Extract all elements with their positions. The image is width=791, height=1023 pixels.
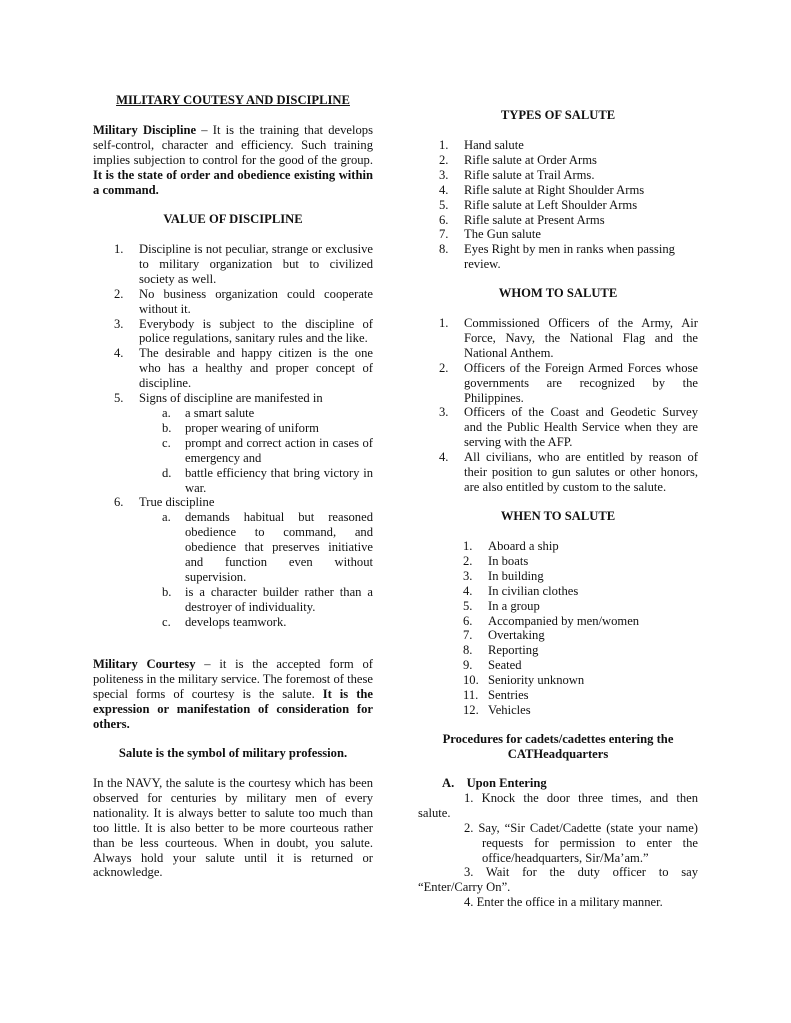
types-of-salute-heading: TYPES OF SALUTE [500, 108, 616, 122]
list-item: 4. Rifle salute at Right Shoulder Arms [439, 182, 645, 197]
true-discipline-list [139, 510, 373, 629]
military-discipline-text: – It is the training that develops self-control, character and efficiency. Such training implies subjection to control for the good of the group. [93, 123, 373, 167]
procedure-step: 3. Wait for the duty officer to say “Enter/Carry On”. [418, 865, 698, 895]
list-item: 9. Seated [463, 658, 522, 673]
salute-symbol-heading: Salute is the symbol of military profession. [118, 746, 348, 760]
list-item: 1. Aboard a ship [463, 539, 559, 553]
procedure-step: 1. Knock the door three times, and then salute. [418, 790, 698, 820]
list-item: 3. In building [463, 568, 544, 583]
list-item: 8. Reporting [463, 643, 539, 658]
list-item: 2. No business organization could cooperate without it. [114, 286, 373, 316]
list-item: 5. In a group [463, 598, 540, 613]
list-item: 2. Officers of the Foreign Armed Forces whose governments are recognized by the Philippines. [439, 360, 698, 405]
list-item: 3. Rifle salute at Trail Arms. [439, 167, 595, 182]
when-to-salute-list [418, 539, 698, 718]
list-item: 2. Rifle salute at Order Arms [439, 152, 597, 167]
list-item: 10. Seniority unknown [463, 673, 585, 688]
list-item: 4. In civilian clothes [463, 583, 579, 598]
list-item: c. develops teamwork. [162, 614, 287, 629]
military-courtesy-paragraph [93, 657, 373, 732]
list-item: 6. Rifle salute at Present Arms [439, 212, 605, 227]
list-item: 3. Officers of the Coast and Geodetic Survey and the Public Health Service when they are serving with the AFP. [439, 405, 698, 450]
list-item: 4. The desirable and happy citizen is the one who has a healthy and proper concept of discipline. [114, 346, 373, 391]
list-item: 5. Rifle salute at Left Shoulder Arms [439, 197, 638, 212]
list-item: a. a smart salute [162, 405, 255, 420]
list-item: 12. Vehicles [463, 702, 531, 717]
list-item: 1. Discipline is not peculiar, strange or exclusive to military organization but to civilized society as well. [114, 242, 373, 286]
types-of-salute-list [418, 138, 698, 272]
list-item: 11. Sentries [463, 688, 529, 703]
list-item: 6. True discipline a. demands habitual but reasoned obedience to command, and obedience that preserves initiative and function even without supervision. b. is a character builder rather than a destroyer of individuality. c. develops teamwork. [114, 495, 373, 629]
navy-paragraph: In the NAVY, the salute is the courtesy which has been observed for centuries by military men of every nationality. It is always better to salute too much than too little. It is also better to be more courteous rather than be less courteous. When in doubt, you salute. Always hold your salute until it is returned or acknowledge. [93, 776, 373, 880]
list-item: 4. All civilians, who are entitled by reason of their position to gun salutes or other honors, are also entitled by custom to the salute. [439, 450, 698, 494]
list-item: 8. Eyes Right by men in ranks when passing review. [439, 242, 675, 272]
procedure-step: 4. Enter the office in a military manner. [464, 895, 663, 910]
list-item: 5. Signs of discipline are manifested in a. a smart salute b. proper wearing of uniform c. prompt and correct action in cases of emergency and d. battle efficiency that bring victory in war. [114, 391, 373, 495]
procedures-heading: Procedures for cadets/cadettes entering the CATHeadquarters [442, 732, 674, 761]
military-discipline-bold: It is the state of order and obedience existing within a command. [93, 167, 373, 197]
list-item: 1. Hand salute [439, 138, 524, 152]
list-item: 7. The Gun salute [439, 227, 541, 242]
document-title: MILITARY COUTESY AND DISCIPLINE [116, 93, 350, 107]
upon-entering-heading [418, 776, 698, 791]
list-item: 2. In boats [463, 553, 529, 568]
list-item: d. battle efficiency that bring victory in war. [162, 465, 373, 495]
list-item: 7. Overtaking [463, 628, 545, 643]
whom-to-salute-list [418, 316, 698, 495]
list-item: 3. Everybody is subject to the discipline of police regulations, sanitary rules and the like. [114, 316, 373, 346]
list-item: b. is a character builder rather than a destroyer of individuality. [162, 584, 373, 614]
when-to-salute-heading: WHEN TO SALUTE [500, 509, 616, 523]
upon-entering-label: Upon Entering [466, 776, 547, 790]
value-of-discipline-list [93, 242, 373, 630]
whom-to-salute-heading: WHOM TO SALUTE [498, 286, 618, 300]
list-item: 6. Accompanied by men/women [463, 613, 640, 628]
list-item: 1. Commissioned Officers of the Army, Air Force, Navy, the National Flag and the National Anthem. [439, 316, 698, 360]
military-discipline-term: Military Discipline [93, 123, 197, 137]
procedure-step: 2. Say, “Sir Cadet/Cadette (state your name) requests for permission to enter the office/headquarters, Sir/Ma’am.” [464, 820, 698, 865]
upon-entering-letter: A. [442, 776, 455, 790]
list-item: b. proper wearing of uniform [162, 420, 319, 435]
military-discipline-paragraph [93, 123, 373, 198]
value-of-discipline-heading: VALUE OF DISCIPLINE [163, 212, 303, 226]
signs-of-discipline-list [139, 406, 373, 495]
military-courtesy-bold: It is the expression or manifestation of consideration for others. [93, 686, 373, 731]
upon-entering-section [418, 776, 698, 910]
list-item: c. prompt and correct action in cases of emergency and [162, 435, 373, 465]
military-courtesy-term: Military Courtesy [93, 657, 196, 671]
list-item: a. demands habitual but reasoned obedience to command, and obedience that preserves initiative and function even without supervision. [162, 510, 373, 584]
military-courtesy-text: – it is the accepted form of politeness in the military service. The foremost of these special forms of courtesy is the salute. [93, 657, 373, 701]
